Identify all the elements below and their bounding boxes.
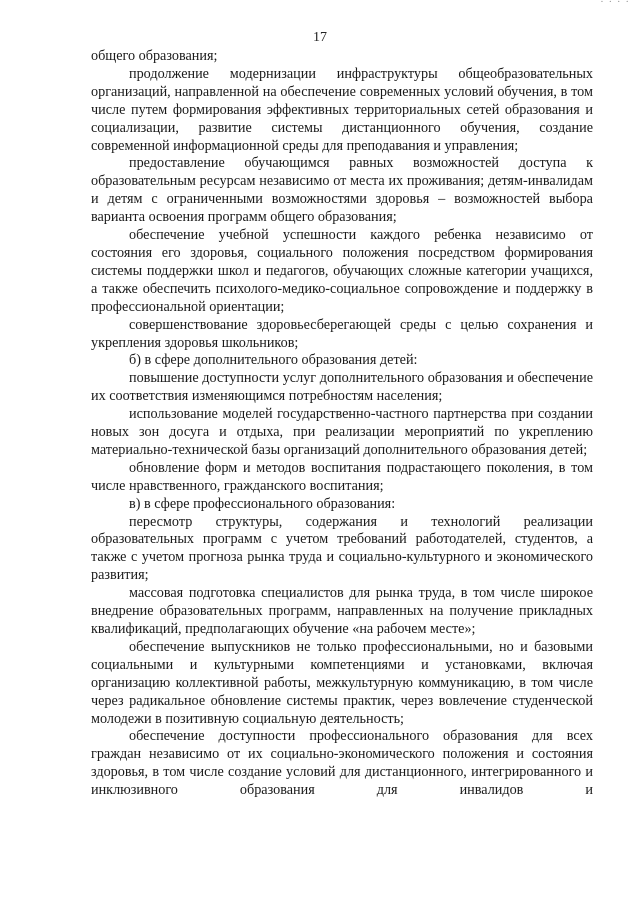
- paragraph: обновление форм и методов воспитания подрастающего поколения, в том числе нравственного, гражданского воспитания;: [91, 459, 593, 494]
- paragraph: совершенствование здоровьесберегающей среды с целью сохранения и укрепления здоровья школьников;: [91, 316, 593, 351]
- paragraph: обеспечение доступности профессионального образования для всех граждан независимо от их социально-экономического положения и состояния здоровья, в том числе создание условий для дистанционного, интегрированного и инклюзивного образования для инвалидов и: [91, 728, 593, 799]
- header-mark: · · · ·: [600, 0, 630, 8]
- paragraph: продолжение модернизации инфраструктуры общеобразовательных организаций, направленной на обеспечение современных условий обучения, в том числе путем формирования эффективных территориальных сетей образования и социализации, развитие системы дистанционного обучения, создание современной информационной среды для преподавания и управления;: [91, 65, 593, 154]
- paragraph: обеспечение учебной успешности каждого ребенка независимо от состояния его здоровья, социального положения посредством формирования системы поддержки школ и педагогов, обучающих сложные категории учащихся, а также обеспечить психолого-медико-социальное сопровождение и поддержку в профессиональной ориентации;: [91, 227, 593, 315]
- body-text: [91, 48, 593, 800]
- paragraph: массовая подготовка специалистов для рынка труда, в том числе широкое внедрение образовательных программ, направленных на получение прикладных квалификаций, предполагающих обучение «на рабочем месте»;: [91, 585, 593, 637]
- page-number: 17: [313, 30, 327, 45]
- paragraph: пересмотр структуры, содержания и технологий реализации образовательных программ с учетом требований работодателей, студентов, а также с учетом прогноза рынка труда и социально-культурного и экономического развития;: [91, 513, 593, 584]
- paragraph-continuation: общего образования;: [91, 48, 218, 64]
- section-heading: б) в сфере дополнительного образования детей:: [129, 352, 418, 369]
- paragraph: повышение доступности услуг дополнительного образования и обеспечение их соответствия изменяющимся потребностям населения;: [91, 370, 593, 405]
- paragraph: обеспечение выпускников не только профессиональными, но и базовыми социальными и культурными компетенциями и установками, включая организацию коллективной работы, межкультурную коммуникацию, в том числе через радикальное обновление системы практик, через вовлечение студенческой молодежи в позитивную социальную деятельность;: [91, 638, 593, 727]
- paragraph: использование моделей государственно-частного партнерства при создании новых зон досуга и отдыха, при реализации мероприятий по укреплению материально-технической базы организаций дополнительного образования детей;: [91, 406, 593, 458]
- section-heading: в) в сфере профессионального образования:: [129, 495, 396, 512]
- paragraph: предоставление обучающимся равных возможностей доступа к образовательным ресурсам независимо от места их проживания; детям-инвалидам и детям с ограниченными возможностями здоровья – возможностей выбора варианта освоения программ общего образования;: [91, 155, 593, 226]
